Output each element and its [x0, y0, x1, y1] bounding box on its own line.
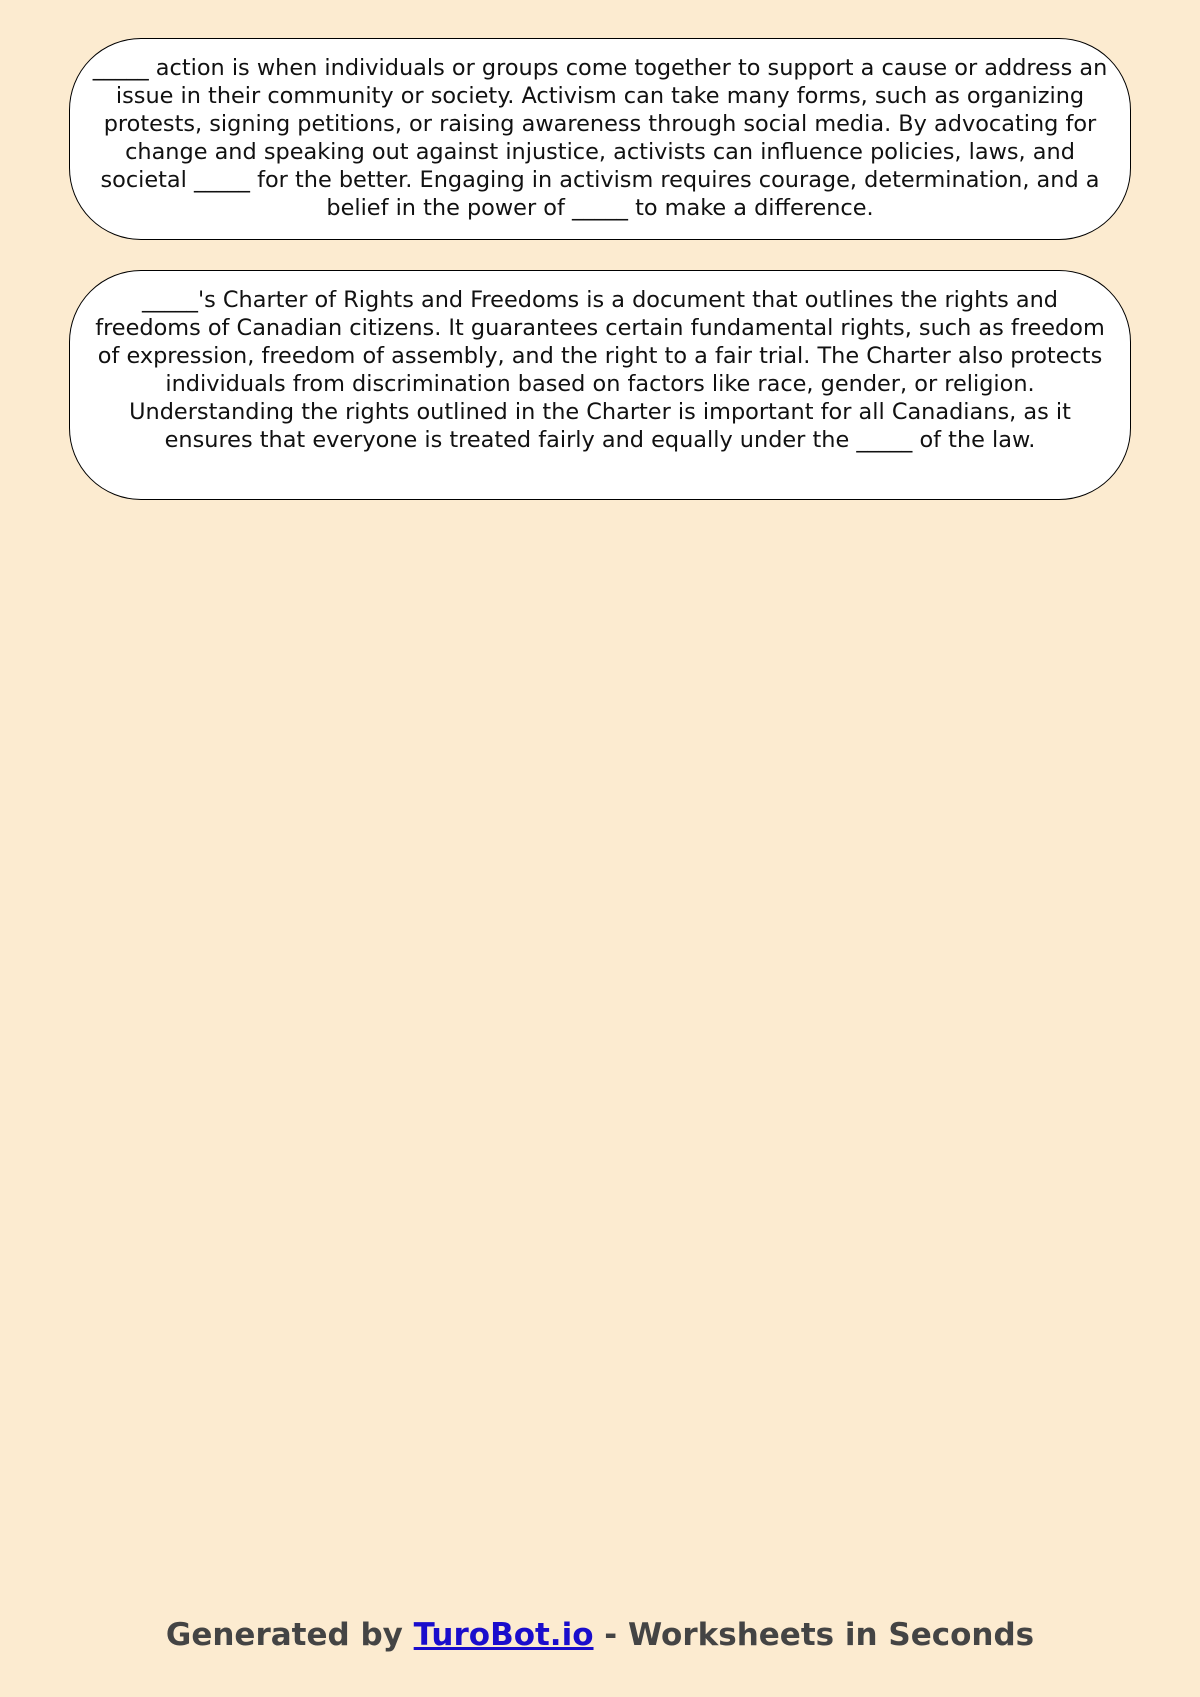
footer-suffix: - Worksheets in Seconds	[593, 1617, 1035, 1653]
passage-text-2: _____'s Charter of Rights and Freedoms is a document that outlines the rights and freedoms of Canadian citizens. It guarantees certain fundamental rights, such as freedom of expression, freedom of assembly, and the right to a fair trial. The Charter also protects individuals from discrimination based on factors like race, gender, or religion. Understanding the rights outlined in the Charter is important for all Canadians, as it ensures that everyone is treated fairly and equally under the _____ of the law.	[95, 287, 1105, 453]
passage-text-1: _____ action is when individuals or groups come together to support a cause or address an issue in their community or society. Activism can take many forms, such as organizing protests, signing petitions, or raising awareness through social media. By advocating for change and speaking out against injustice, activists can influence policies, laws, and societal _____ for the better. Engaging in activism requires courage, determination, and a belief in the power of _____ to make a difference.	[92, 55, 1108, 221]
footer-prefix: Generated by	[165, 1617, 414, 1653]
passage-card-1	[69, 38, 1131, 240]
passage-card-2	[69, 270, 1131, 500]
footer-credit	[0, 1617, 1200, 1653]
turobot-link[interactable]: TuroBot.io	[413, 1617, 594, 1653]
